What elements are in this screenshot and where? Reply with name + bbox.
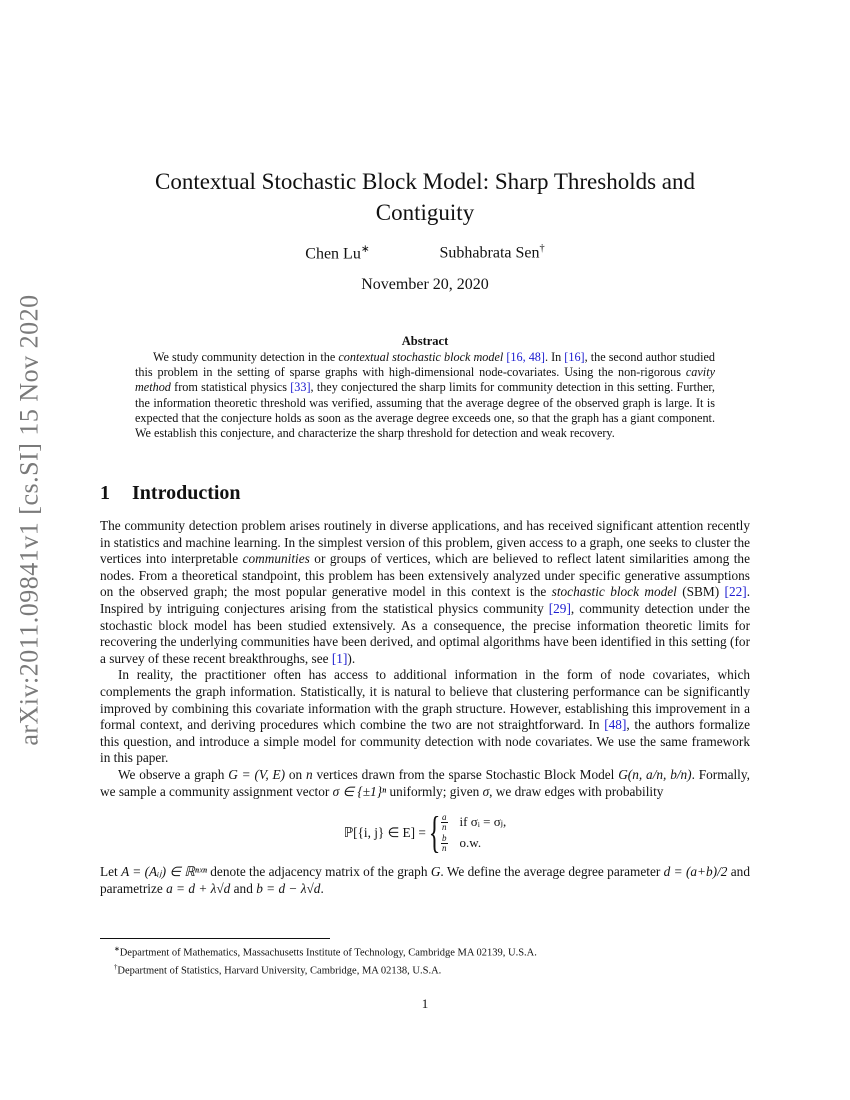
text-segment: . Formally, we sample a community assignment vector <box>100 766 750 799</box>
text-segment: . <box>320 880 324 896</box>
citation-link[interactable]: [29] <box>548 600 571 616</box>
arxiv-identifier-text: arXiv:2011.09841v1 [cs.SI] 15 Nov 2020 <box>15 294 45 746</box>
author-list <box>100 243 750 263</box>
case-condition: if σᵢ = σⱼ, <box>459 814 507 830</box>
citation-link[interactable]: [33] <box>290 380 311 395</box>
footnote-text: Department of Mathematics, Massachusetts Institute of Technology, Cambridge MA 02139, U.S.A. <box>119 947 537 959</box>
text-segment: We observe a graph <box>118 766 229 782</box>
abstract-heading: Abstract <box>401 334 449 348</box>
footnote-mark: ∗ <box>114 946 120 953</box>
equation-case-1 <box>441 813 506 832</box>
text-segment: or groups of vertices, which are believed to reflect latent similarities among the nodes. From a theoretical standpoint, this problem has been extensively analyzed under specific generative assumptions on the observed graph; the most popular generative model in this context is the <box>100 551 750 600</box>
equation-cases <box>441 813 506 853</box>
citation-link[interactable]: [16, 48] <box>506 350 545 364</box>
citation-link[interactable]: [48] <box>604 717 627 733</box>
inline-math: σ <box>482 783 490 799</box>
text-segment: , the authors formalize this question, and introduce a simple model for community detection with node covariates. We use the same framework in this paper. <box>100 717 750 766</box>
page-number: 1 <box>421 996 429 1011</box>
case-condition: o.w. <box>459 835 482 851</box>
text-segment: . We define the average degree parameter <box>440 864 664 880</box>
text-segment: (SBM) <box>676 584 725 600</box>
section-heading <box>100 482 241 505</box>
equation-case-2 <box>441 834 506 853</box>
paragraph-4 <box>100 864 750 897</box>
paragraph-1 <box>100 518 750 667</box>
inline-math: G <box>430 864 441 880</box>
footnote-1 <box>100 943 750 961</box>
abstract-segment: We study community detection in the <box>153 350 339 364</box>
abstract-segment: , they conjectured the sharp limits for community detection in this setting. Further, the information theoretic threshold was verified, assuming that the average degree of the observed graph is large. It is expected that the conjecture holds as soon as the average degree exceeds one, so that the graph has a giant component. We establish this conjecture, and characterize the sharp threshold for detection and weak recovery. <box>135 380 715 441</box>
footnote-text: Department of Statistics, Harvard University, Cambridge, MA 02138, U.S.A. <box>117 965 442 976</box>
footnote-mark: † <box>114 963 118 971</box>
publication-date: November 20, 2020 <box>361 276 489 293</box>
paper-title <box>100 166 750 228</box>
text-segment: uniformly; given <box>386 783 483 799</box>
paragraph-2 <box>100 667 750 767</box>
author-2-footnote-mark: † <box>539 243 545 254</box>
inline-math: G = (V, E) <box>228 766 286 782</box>
emphasis: stochastic block model <box>551 584 677 600</box>
arxiv-identifier-stamp <box>2 290 58 750</box>
fraction-numerator: a <box>442 812 447 823</box>
abstract-emphasis: contextual stochastic block model <box>338 350 504 364</box>
section-number: 1 <box>100 482 110 504</box>
fraction-denominator: n <box>442 822 447 833</box>
author-1 <box>305 243 369 263</box>
text-segment: ). <box>347 650 356 666</box>
inline-math: A = (Aᵢⱼ) ∈ ℝⁿˣⁿ <box>121 864 207 880</box>
author-2 <box>440 243 545 263</box>
paper-title-line-2: Contiguity <box>375 200 475 225</box>
abstract-text <box>135 350 715 441</box>
text-segment: and <box>230 880 257 896</box>
citation-link[interactable]: [1] <box>331 650 348 666</box>
paper-title-line-1: Contextual Stochastic Block Model: Sharp Thresholds and <box>154 169 695 194</box>
emphasis: communities <box>242 551 310 567</box>
abstract-segment: from statistical physics <box>170 380 291 395</box>
text-segment: , we draw edges with probability <box>489 783 664 799</box>
inline-math: n <box>306 766 313 782</box>
footnote-divider <box>100 938 330 939</box>
inline-math: d = (a+b)/2 <box>663 864 728 880</box>
text-segment: and parametrize <box>100 864 750 896</box>
text-segment: denote the adjacency matrix of the graph <box>206 864 431 880</box>
text-segment: In reality, the practitioner often has access to additional information in the form of node covariates, which complements the graph information. Statistically, it is natural to believe that clustering performance can be significantly improved by combining this covariate information with the graph structure. However, establishing this improvement in a formal context, and deriving procedures which combine the two are not straightforward. In <box>100 667 750 733</box>
inline-math: a = d + λ√d <box>166 880 231 896</box>
text-segment: The community detection problem arises routinely in diverse applications, and has received significant attention recently in statistics and machine learning. In the simplest version of this problem, given access to a graph, one seeks to cluster the vertices into interpretable <box>100 518 750 567</box>
citation-link[interactable]: [16] <box>564 350 585 364</box>
footnote-2 <box>100 961 750 979</box>
citation-link[interactable]: [22] <box>724 584 747 600</box>
footnotes <box>100 943 750 978</box>
inline-math: σ ∈ {±1}ⁿ <box>332 783 387 799</box>
author-1-footnote-mark: ∗ <box>360 244 370 255</box>
inline-math: b = d − λ√d <box>256 880 321 896</box>
fraction-numerator: b <box>442 833 447 844</box>
text-segment: on <box>285 766 307 782</box>
author-1-name: Chen Lu <box>305 245 361 263</box>
paragraph-3 <box>100 767 750 800</box>
text-segment: Let <box>100 864 122 880</box>
equation-lhs: ℙ[{i, j} ∈ E] = <box>343 824 426 840</box>
text-segment: , community detection under the stochastic block model has been studied extensively. As a consequence, the precise information theoretic limits for recovering the underlying communities have been derived, and optimal algorithms have been identified in this setting (for a survey of these recent breakthroughs, see <box>100 600 750 666</box>
text-segment: . Inspired by intriguing conjectures arising from the statistical physics community <box>100 584 751 616</box>
abstract-segment: . In <box>544 350 565 364</box>
section-title: Introduction <box>132 482 241 504</box>
fraction-denominator: n <box>442 843 447 854</box>
text-segment: vertices drawn from the sparse Stochastic Block Model <box>312 766 619 782</box>
display-equation <box>100 806 750 860</box>
abstract-segment: , the second author studied this problem in the setting of sparse graphs with high-dimensional node-covariates. Using the non-rigorous <box>135 350 716 380</box>
fraction <box>441 834 448 853</box>
body-text <box>100 518 750 897</box>
abstract-emphasis: cavity method <box>135 365 715 395</box>
author-2-name: Subhabrata Sen <box>439 244 540 262</box>
cases-brace-icon: { <box>428 808 441 858</box>
fraction <box>441 813 448 832</box>
inline-math: G(n, a/n, b/n) <box>618 766 692 782</box>
